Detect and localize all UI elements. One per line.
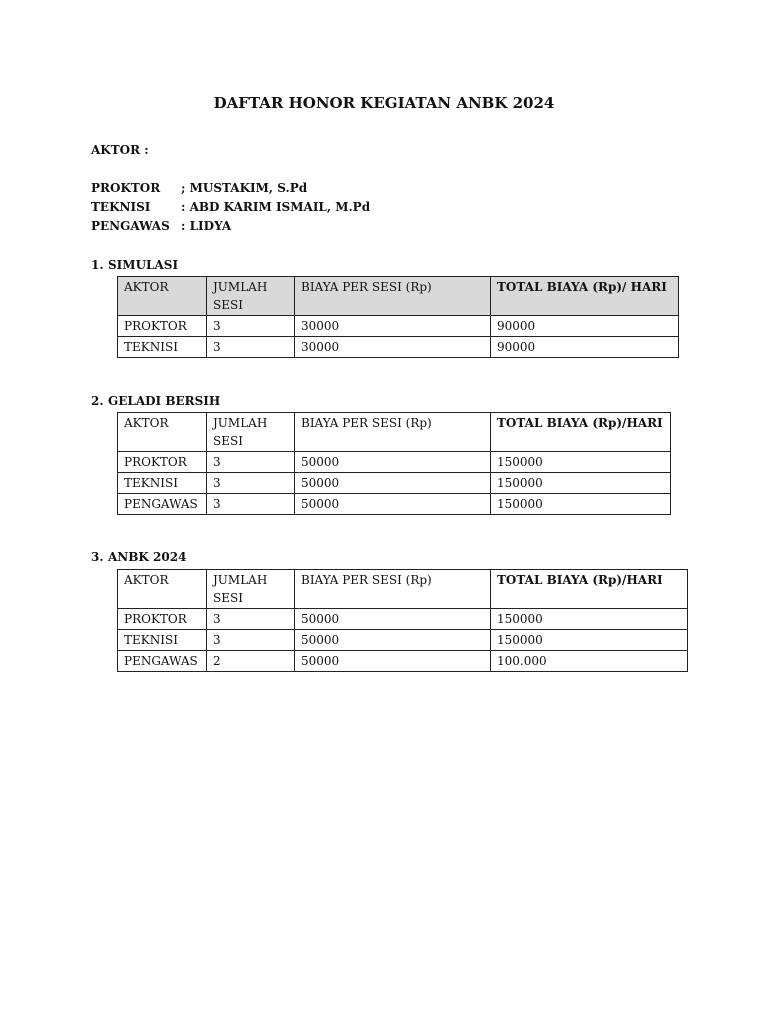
document-title: DAFTAR HONOR KEGIATAN ANBK 2024 <box>213 94 555 112</box>
actor-role-pengawas: PENGAWAS <box>91 219 170 233</box>
table-row <box>118 452 671 473</box>
section-title-simulasi <box>91 258 178 272</box>
table-cell: 3 <box>207 494 295 515</box>
table-geladi-bersih <box>117 412 671 515</box>
actor-role-teknisi: TEKNISI <box>91 200 151 214</box>
header-cell-biaya-per-sesi: BIAYA PER SESI (Rp) <box>295 413 491 452</box>
table-cell: 150000 <box>491 494 671 515</box>
header-cell-aktor: AKTOR <box>118 413 207 452</box>
table-row <box>118 473 671 494</box>
table-cell: 150000 <box>491 609 688 630</box>
table-header-row <box>118 570 688 609</box>
table-header-row <box>118 413 671 452</box>
header-cell-jumlah-sesi: JUMLAH SESI <box>207 277 295 316</box>
section-title-text: GELADI BERSIH <box>108 394 221 408</box>
table-cell: 90000 <box>491 316 679 337</box>
aktor-label: AKTOR : <box>91 143 149 157</box>
table-cell: 3 <box>207 609 295 630</box>
table-simulasi <box>117 276 679 358</box>
table-cell: 100.000 <box>491 651 688 672</box>
section-title-geladi-bersih <box>91 394 220 408</box>
section-title-anbk-2024 <box>91 550 186 564</box>
header-cell-total-biaya: TOTAL BIAYA (Rp)/HARI <box>491 413 671 452</box>
table-cell: 50000 <box>295 452 491 473</box>
header-cell-biaya-per-sesi: BIAYA PER SESI (Rp) <box>295 277 491 316</box>
table-cell: 50000 <box>295 609 491 630</box>
table-cell: 30000 <box>295 337 491 358</box>
table-cell: 50000 <box>295 494 491 515</box>
table-cell: 3 <box>207 316 295 337</box>
section-number: 2. <box>91 394 104 408</box>
table-cell: TEKNISI <box>118 473 207 494</box>
header-cell-jumlah-sesi: JUMLAH SESI <box>207 413 295 452</box>
table-cell: PENGAWAS <box>118 651 207 672</box>
table-cell: TEKNISI <box>118 337 207 358</box>
table-cell: 3 <box>207 630 295 651</box>
table-row <box>118 337 679 358</box>
header-cell-jumlah-sesi: JUMLAH SESI <box>207 570 295 609</box>
actor-value-proktor: ; MUSTAKIM, S.Pd <box>181 181 308 195</box>
table-cell: 3 <box>207 337 295 358</box>
table-cell: PENGAWAS <box>118 494 207 515</box>
section-number: 3. <box>91 550 104 564</box>
table-cell: 150000 <box>491 473 671 494</box>
table-anbk-2024 <box>117 569 688 672</box>
table-cell: 50000 <box>295 651 491 672</box>
header-cell-biaya-per-sesi: BIAYA PER SESI (Rp) <box>295 570 491 609</box>
header-cell-aktor: AKTOR <box>118 277 207 316</box>
header-cell-total-biaya: TOTAL BIAYA (Rp)/ HARI <box>491 277 679 316</box>
table-row <box>118 494 671 515</box>
table-row <box>118 651 688 672</box>
table-header-row <box>118 277 679 316</box>
section-title-text: ANBK 2024 <box>108 550 187 564</box>
table-cell: PROKTOR <box>118 452 207 473</box>
table-cell: 150000 <box>491 452 671 473</box>
table-cell: 150000 <box>491 630 688 651</box>
table-row <box>118 316 679 337</box>
table-cell: PROKTOR <box>118 316 207 337</box>
actor-value-teknisi: : ABD KARIM ISMAIL, M.Pd <box>181 200 371 214</box>
table-cell: 3 <box>207 473 295 494</box>
header-cell-total-biaya: TOTAL BIAYA (Rp)/HARI <box>491 570 688 609</box>
table-cell: TEKNISI <box>118 630 207 651</box>
table-row <box>118 609 688 630</box>
table-cell: 90000 <box>491 337 679 358</box>
table-cell: PROKTOR <box>118 609 207 630</box>
section-number: 1. <box>91 258 104 272</box>
section-title-text: SIMULASI <box>108 258 179 272</box>
table-cell: 50000 <box>295 473 491 494</box>
table-cell: 2 <box>207 651 295 672</box>
table-row <box>118 630 688 651</box>
table-cell: 30000 <box>295 316 491 337</box>
table-cell: 3 <box>207 452 295 473</box>
table-cell: 50000 <box>295 630 491 651</box>
actor-role-proktor: PROKTOR <box>91 181 161 195</box>
actor-value-pengawas: : LIDYA <box>181 219 232 233</box>
header-cell-aktor: AKTOR <box>118 570 207 609</box>
